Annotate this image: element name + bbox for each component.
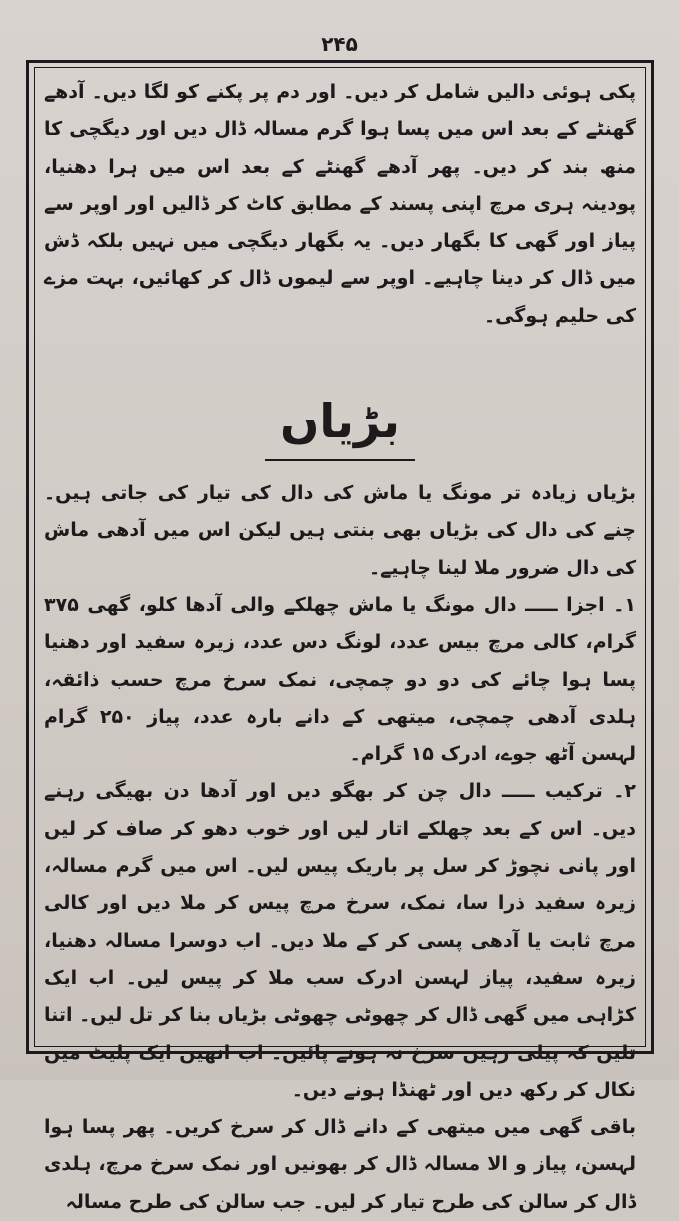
- method-heading: ۲۔ ترکیب: [544, 780, 636, 803]
- ingredients-section: ۱۔ اجزا ـــــ دال مونگ یا ماش چھلکے والی آدھا کلو، گھی ۳۷۵ گرام، کالی مرچ بیس عدد، لونگ دس عدد، زیرہ سفید اور دھنیا پسا ہوا چائے کی دو دو چمچی، نمک سرخ مرچ حسب ذائقہ، ہلدی آدھی چمچی، میتھی کے دانے بارہ عدد، پیاز ۲۵۰ گرام لہسن آٹھ جوے، ادرک ۱۵ گرام۔: [44, 593, 637, 766]
- recipe-description: بڑیاں زیادہ تر مونگ یا ماش کی دال کی تیار کی جاتی ہیں۔ چنے کی دال کی بڑیاں بھی بنتی ہیں لیکن اس میں آدھی ماش کی دال ضرور ملا لینا چاہیے۔: [44, 482, 636, 579]
- method-paragraph-2: باقی گھی میں میتھی کے دانے ڈال کر سرخ کریں۔ پھر پسا ہوا لہسن، پیاز و الا مسالہ ڈال کر بھونیں اور نمک سرخ مرچ، ہلدی ڈال کر سالن کی طرح تیار کر لیں۔ جب سالن کی طرح مسالہ: [44, 1116, 636, 1213]
- recipe-title: بڑیاں: [280, 394, 400, 449]
- method-section: ۲۔ ترکیب ـــــ دال چن کر بھگو دیں اور آدھا دن بھیگی رہنے دیں۔ اس کے بعد چھلکے اتار لیں اور خوب دھو کر صاف کر لیں اور پانی نچوڑ کر سل پر باریک پیس لیں۔ اس میں گرم مسالہ، زیرہ سفید ذرا سا، نمک، سرخ مرچ پیس کر ملا دیں اور کالی مرچ ثابت یا آدھی پسی کر کے ملا دیں۔ اب دوسرا مسالہ دھنیا، زیرہ سفید، پیاز لہسن ادرک سب ملا کر پیس لیں۔ اب ایک کڑاہی میں گھی ڈال کر چھوٹی چھوٹی بڑیاں بنا کر تل لیں۔ اتنا تلیں کہ پیلی رہیں سرخ نہ ہونے پائیں۔ اب انھیں ایک پلیٹ میں نکال کر رکھ دیں اور ٹھنڈا ہونے دیں۔: [44, 780, 636, 1101]
- ingredients-text: دال مونگ یا ماش چھلکے والی آدھا کلو، گھی ۳۷۵ گرام، کالی مرچ بیس عدد، لونگ دس عدد، زیرہ سفید اور دھنیا پسا ہوا چائے کی دو دو چمچی، نمک سرخ مرچ حسب ذائقہ، ہلدی آدھی چمچی، میتھی کے دانے بارہ عدد، پیاز ۲۵۰ گرام لہسن آٹھ جوے، ادرک ۱۵ گرام۔: [44, 593, 637, 766]
- intro-paragraph: پکی ہوئی دالیں شامل کر دیں۔ اور دم پر پکنے کو لگا دیں۔ آدھے گھنٹے کے بعد اس میں پسا ہوا گرم مسالہ ڈال دیں اور دیگچی کا منھ بند کر دیں۔ پھر آدھے گھنٹے کے بعد اس میں ہرا دھنیا، پودینہ ہری مرچ اپنی پسند کے مطابق کاٹ کر ڈالیں اور اوپر سے پیاز اور گھی کا بگھار دیں۔ یہ بگھار دیگچی میں نہیں بلکہ ڈش میں ڈال کر دینا چاہیے۔ اوپر سے لیموں ڈال کر کھائیں، بہت مزے کی حلیم ہوگی۔: [44, 81, 636, 327]
- ingredients-heading: ۱۔ اجزا: [566, 593, 636, 616]
- method-paragraph-1: دال چن کر بھگو دیں اور آدھا دن بھیگی رہنے دیں۔ اس کے بعد چھلکے اتار لیں اور خوب دھو کر صاف کر لیں اور پانی نچوڑ کر سل پر باریک پیس لیں۔ اس میں گرم مسالہ، زیرہ سفید ذرا سا، نمک، سرخ مرچ پیس کر ملا دیں اور کالی مرچ ثابت یا آدھی پسی کر کے ملا دیں۔ اب دوسرا مسالہ دھنیا، زیرہ سفید، پیاز لہسن ادرک سب ملا کر پیس لیں۔ اب ایک کڑاہی میں گھی ڈال کر چھوٹی چھوٹی بڑیاں بنا کر تل لیں۔ اتنا تلیں کہ پیلی رہیں سرخ نہ ہونے پائیں۔ اب انھیں ایک پلیٹ میں نکال کر رکھ دیں اور ٹھنڈا ہونے دیں۔: [44, 780, 636, 1101]
- page-content: [44, 74, 636, 1221]
- page-number: ۲۴۵: [321, 32, 358, 56]
- title-underline: [265, 459, 415, 461]
